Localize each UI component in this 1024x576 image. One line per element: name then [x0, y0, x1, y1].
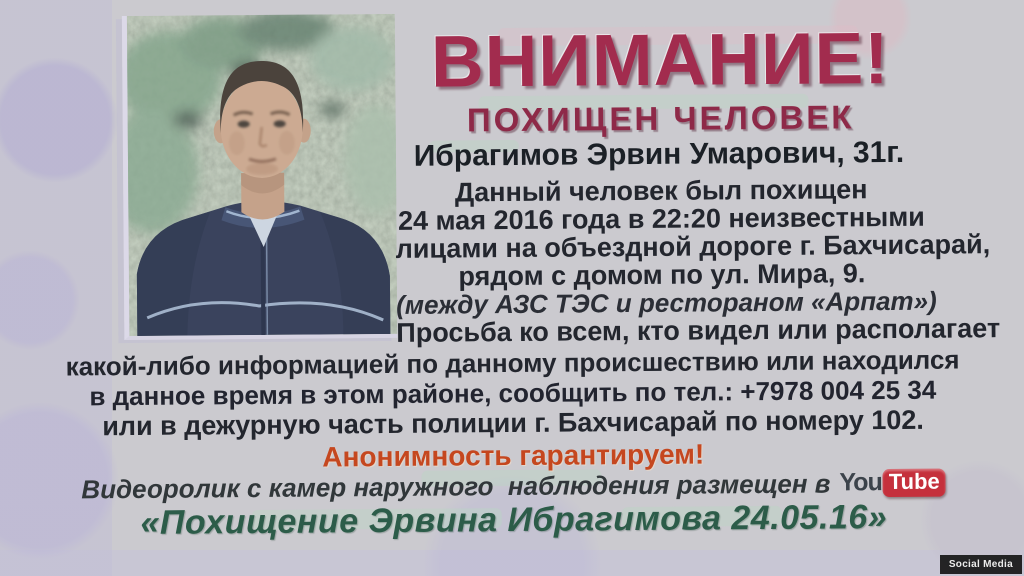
youtube-logo-tube: Tube: [883, 468, 946, 496]
detail-line: лицами на объездной дороге г. Бахчисарай,: [395, 229, 991, 264]
detail-line: Данный человек был похищен: [454, 174, 868, 208]
detail-line: рядом с домом по ул. Мира, 9.: [458, 258, 866, 292]
anonymity-note: Анонимность гарантируем!: [322, 438, 705, 473]
victim-photo-illustration: [127, 14, 398, 336]
appeal-line: Просьба ко всем, кто видел или располагает: [396, 313, 1001, 348]
victim-name: Ибрагимов Эрвин Умарович, 31г.: [413, 135, 905, 173]
poster-subtitle: ПОХИЩЕН ЧЕЛОВЕК: [466, 98, 855, 139]
appeal-line: какой-либо информацией по данному происшествию или находился: [65, 344, 960, 382]
video-title: «Похищение Эрвина Ибрагимова 24.05.16»: [140, 498, 888, 542]
social-media-watermark: Social Media: [940, 555, 1022, 574]
youtube-logo-icon: [839, 468, 946, 498]
poster-title: ВНИМАНИЕ!: [430, 18, 890, 103]
youtube-logo-you: You: [839, 468, 882, 497]
location-note: (между АЗС ТЭС и рестораном «Арпат»): [396, 285, 937, 320]
victim-photo: [122, 14, 398, 340]
appeal-line-phone: в данное время в этом районе, сообщить по тел.: +7978 004 25 34: [89, 374, 937, 412]
video-caption: Видеоролик с камер наружного наблюдения размещен в: [81, 468, 831, 505]
appeal-line: или в дежурную часть полиции г. Бахчисарай по номеру 102.: [102, 404, 924, 442]
detail-line: 24 мая 2016 года в 22:20 неизвестными: [397, 201, 925, 236]
